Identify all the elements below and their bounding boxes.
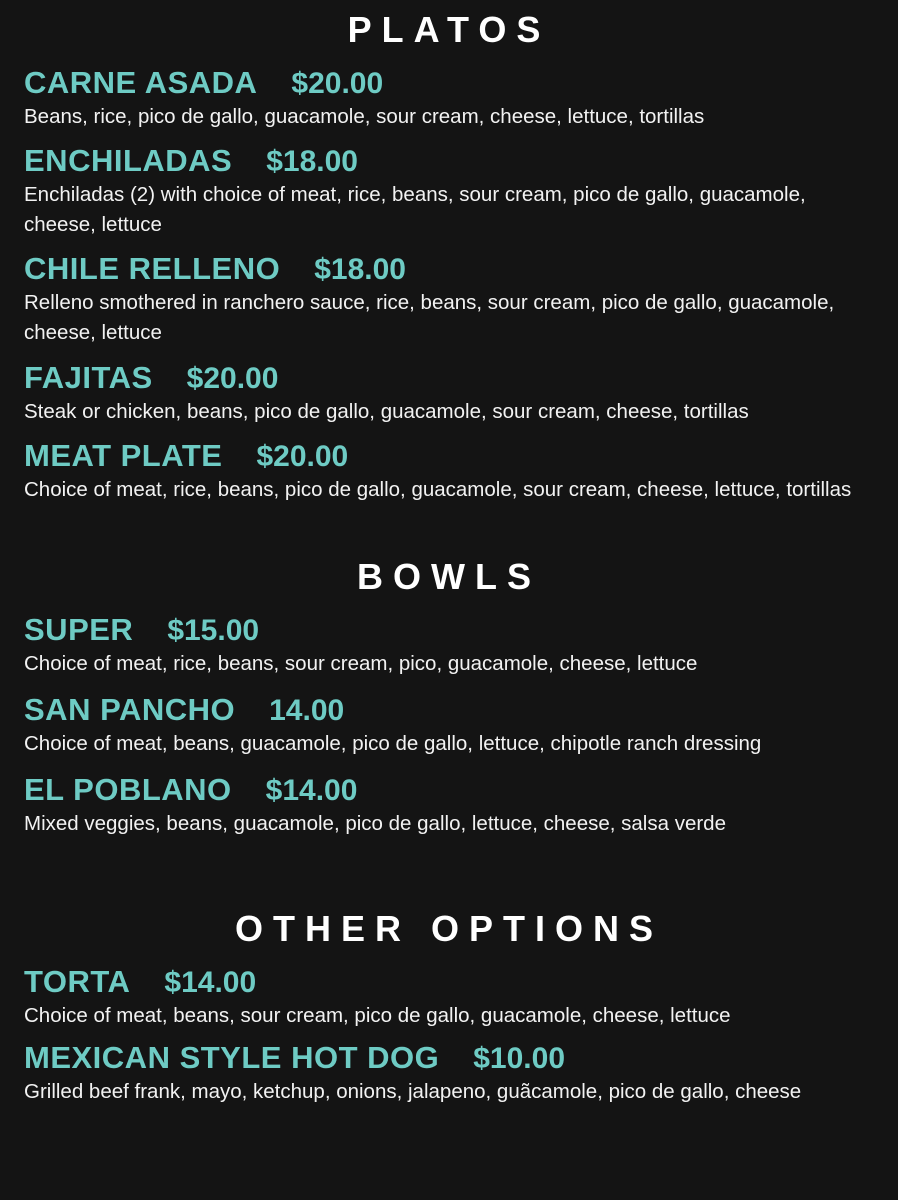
menu-item-price: $14.00 <box>164 966 257 1000</box>
menu-section-platos <box>24 0 874 505</box>
menu-item-price: $15.00 <box>167 613 260 647</box>
menu-item <box>24 773 874 839</box>
menu-item-header <box>24 773 874 808</box>
menu-item-name: SUPER <box>24 611 134 647</box>
menu-item-name: MEXICAN STYLE HOT DOG <box>24 1040 440 1076</box>
menu-item-price: $18.00 <box>314 253 406 287</box>
menu-item-description: Choice of meat, beans, guacamole, pico de gallo, lettuce, chipotle ranch dressing <box>24 731 762 755</box>
menu-item-description: Choice of meat, beans, sour cream, pico de gallo, guacamole, cheese, lettuce <box>24 1003 731 1027</box>
menu-item-description: Beans, rice, pico de gallo, guacamole, sour cream, cheese, lettuce, tortillas <box>24 104 705 128</box>
menu-item-header <box>24 439 874 474</box>
menu-item-name: CARNE ASADA <box>24 65 258 100</box>
menu-item-header <box>24 693 874 728</box>
menu-item-header <box>24 965 874 1000</box>
menu-item-description: Enchiladas (2) with choice of meat, rice, beans, sour cream, pico de gallo, guacamole, cheese, lettuce <box>24 182 806 237</box>
menu-item-description: Steak or chicken, beans, pico de gallo, guacamole, sour cream, cheese, tortillas <box>24 399 749 423</box>
menu-item-name: FAJITAS <box>24 359 153 395</box>
section-heading: OTHER OPTIONS <box>234 908 664 950</box>
menu-item-description: Grilled beef frank, mayo, ketchup, onions, jalapeno, guãcamole, pico de gallo, cheese <box>24 1079 802 1103</box>
menu-item <box>24 613 874 679</box>
menu-item-price: 14.00 <box>269 693 345 727</box>
menu-item-name: TORTA <box>24 964 131 1000</box>
menu-item-description: Relleno smothered in ranchero sauce, rice, beans, sour cream, pico de gallo, guacamole, cheese, lettuce <box>24 291 835 345</box>
menu-item-price: $20.00 <box>291 67 384 100</box>
menu-item <box>24 439 874 505</box>
menu-item-description: Choice of meat, rice, beans, sour cream, pico, guacamole, cheese, lettuce <box>24 651 698 675</box>
section-heading: BOWLS <box>357 555 541 597</box>
menu-item-price: $20.00 <box>256 439 349 473</box>
menu-item-price: $10.00 <box>473 1042 566 1076</box>
menu-item <box>24 144 874 240</box>
menu-item-name: MEAT PLATE <box>24 437 223 473</box>
menu-item <box>24 1041 874 1107</box>
menu-item <box>24 965 874 1031</box>
section-items <box>24 613 874 839</box>
menu-item-header <box>24 361 874 396</box>
menu-item-name: SAN PANCHO <box>24 691 236 727</box>
menu-item-header <box>24 1041 874 1076</box>
menu-item-name: CHILE RELLENO <box>24 251 281 287</box>
menu-item <box>24 66 874 132</box>
section-heading: PLATOS <box>347 9 551 50</box>
menu-item-description: Mixed veggies, beans, guacamole, pico de gallo, lettuce, cheese, salsa verde <box>24 811 726 835</box>
menu-item-description: Choice of meat, rice, beans, pico de gallo, guacamole, sour cream, cheese, lettuce, tortillas <box>24 477 852 501</box>
menu-item-name: ENCHILADAS <box>24 143 233 179</box>
menu-item-price: $18.00 <box>266 145 358 179</box>
menu-section-bowls <box>24 517 874 839</box>
menu-item-header <box>24 613 874 648</box>
menu-item-header <box>24 252 874 287</box>
menu-item-header <box>24 144 874 179</box>
menu-item-header <box>24 66 874 101</box>
section-items <box>24 66 874 505</box>
menu-item-price: $14.00 <box>265 773 358 807</box>
menu-item <box>24 693 874 759</box>
menu-section-other-options <box>24 853 874 1107</box>
menu-item <box>24 252 874 348</box>
menu-item-name: EL POBLANO <box>24 771 232 807</box>
section-items <box>24 965 874 1107</box>
menu-item-price: $20.00 <box>186 361 279 395</box>
menu-item <box>24 361 874 427</box>
